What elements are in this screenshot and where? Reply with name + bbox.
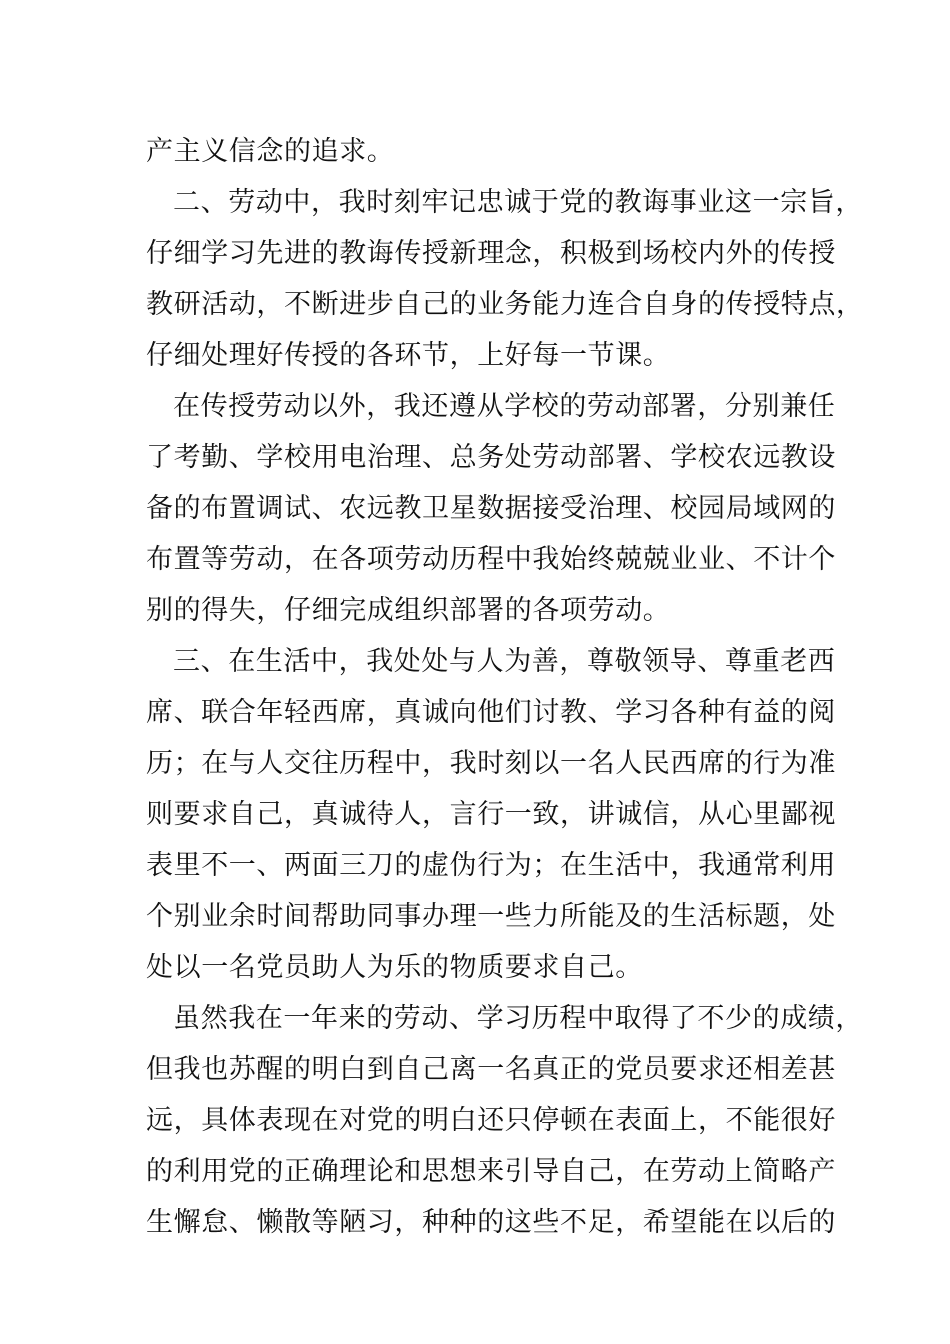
text-line: 在传授劳动以外，我还遵从学校的劳动部署，分别兼任 [173, 391, 836, 422]
text-line: 远，具体表现在对党的明白还只停顿在表面上，不能很好 [146, 1105, 836, 1136]
text-line: 生懈怠、懒散等陋习，种种的这些不足，希望能在以后的 [146, 1207, 836, 1238]
text-line: 教研活动，不断进步自己的业务能力连合自身的传授特点， [146, 289, 864, 320]
text-line: 历；在与人交往历程中，我时刻以一名人民西席的行为准 [146, 748, 836, 779]
text-line: 处以一名党员助人为乐的物质要求自己。 [146, 952, 643, 983]
text-line: 仔细学习先进的教诲传授新理念，积极到场校内外的传授 [146, 238, 836, 269]
text-line: 表里不一、两面三刀的虚伪行为；在生活中，我通常利用 [146, 850, 836, 881]
text-line: 别的得失，仔细完成组织部署的各项劳动。 [146, 595, 671, 626]
text-line: 但我也苏醒的明白到自己离一名真正的党员要求还相差甚 [146, 1054, 836, 1085]
text-line: 虽然我在一年来的劳动、学习历程中取得了不少的成绩， [173, 1003, 863, 1034]
text-line: 布置等劳动，在各项劳动历程中我始终兢兢业业、不计个 [146, 544, 836, 575]
text-line: 则要求自己，真诚待人，言行一致，讲诚信，从心里鄙视 [146, 799, 836, 830]
text-line: 了考勤、学校用电治理、总务处劳动部署、学校农远教设 [146, 442, 836, 473]
text-line: 的利用党的正确理论和思想来引导自己，在劳动上简略产 [146, 1156, 836, 1187]
text-line: 仔细处理好传授的各环节，上好每一节课。 [146, 340, 671, 371]
text-line: 席、联合年轻西席，真诚向他们讨教、学习各种有益的阅 [146, 697, 836, 728]
text-line: 备的布置调试、农远教卫星数据接受治理、校园局域网的 [146, 493, 836, 524]
text-line: 产主义信念的追求。 [146, 136, 395, 167]
document-body [146, 126, 864, 1248]
text-line: 个别业余时间帮助同事办理一些力所能及的生活标题，处 [146, 901, 836, 932]
text-line: 二、劳动中，我时刻牢记忠诚于党的教诲事业这一宗旨， [173, 187, 863, 218]
text-line: 三、在生活中，我处处与人为善，尊敬领导、尊重老西 [173, 646, 836, 677]
